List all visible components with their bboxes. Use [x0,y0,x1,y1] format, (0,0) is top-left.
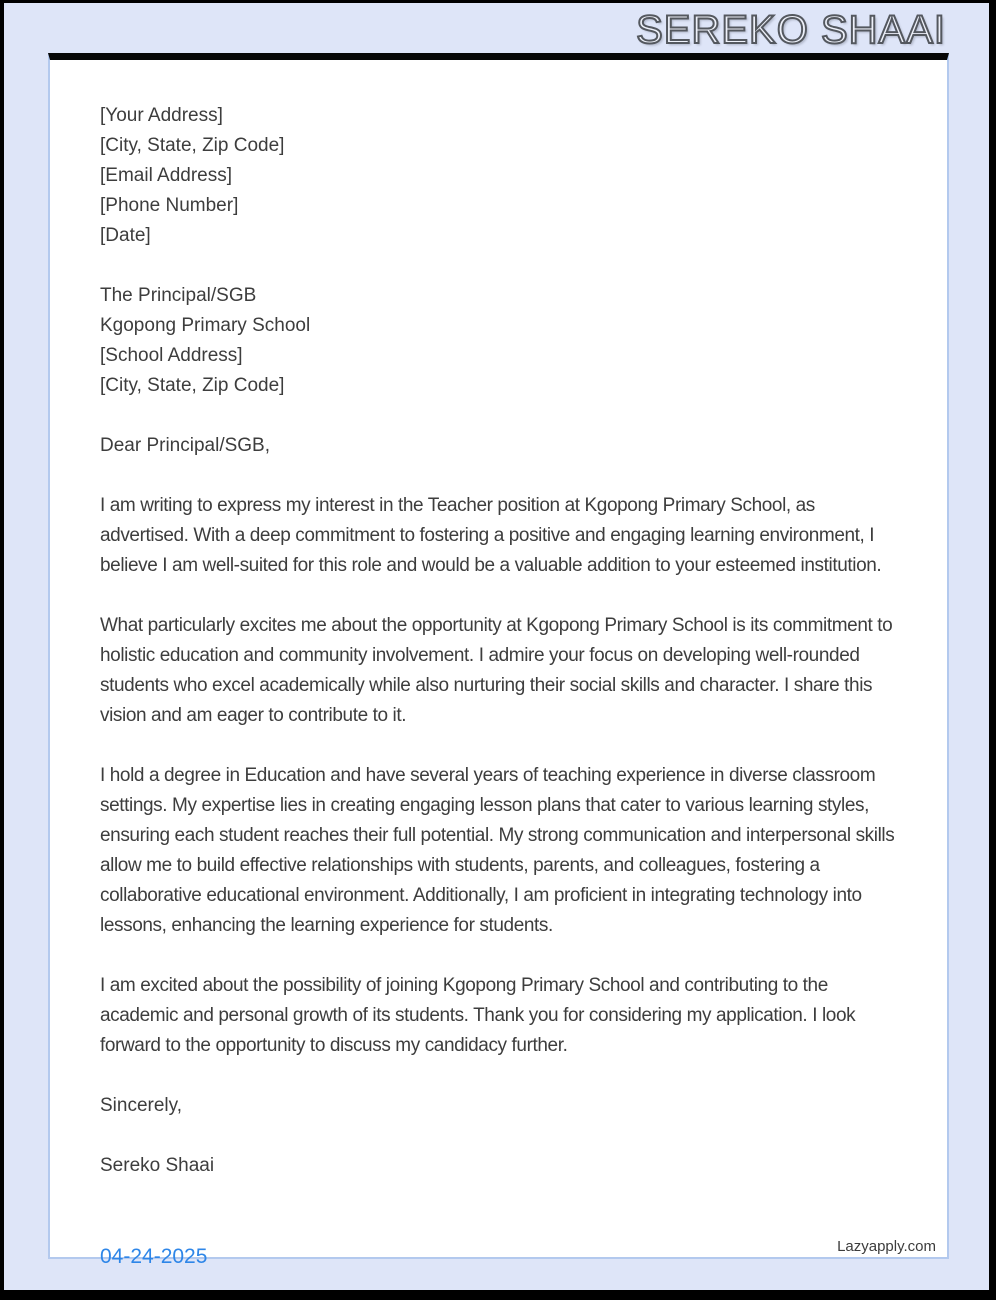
body-paragraph: I hold a degree in Education and have several years of teaching experience in diverse classroom settings. My expertise lies in creating engaging lesson plans that cater to various learning styles, ensuring each student reaches their full potential. My strong communication and interpersonal skills allow me to build effective relationships with students, parents, and colleagues, fostering a collaborative educational environment. Additionally, I am proficient in integrating technology into lessons, enhancing the learning experience for students. [100,765,895,936]
recipient-line: The Principal/SGB [100,285,257,306]
letter-date: 04-24-2025 [100,1245,208,1268]
sender-line: [Your Address] [100,105,223,126]
body-paragraph: I am excited about the possibility of joining Kgopong Primary School and contributing to the academic and personal growth of its students. Thank you for considering my application. I look forward to the opportunity to discuss my candidacy further. [100,975,856,1056]
sender-line: [Phone Number] [100,195,239,216]
recipient-line: [School Address] [100,345,243,366]
letter-page [48,53,949,1259]
sender-address-block [100,101,902,251]
closing: Sincerely, [100,1095,183,1116]
signature-name: Sereko Shaai [100,1155,215,1176]
body-paragraph: What particularly excites me about the opportunity at Kgopong Primary School is its commitment to holistic education and community involvement. I admire your focus on developing well-rounded students who excel academically while also nurturing their social skills and character. I share this vision and am eager to contribute to it. [100,615,893,726]
recipient-address-block [100,281,902,401]
recipient-line: Kgopong Primary School [100,315,311,336]
sender-line: [City, State, Zip Code] [100,135,285,156]
recipient-line: [City, State, Zip Code] [100,375,285,396]
sender-line: [Date] [100,225,151,246]
applicant-name-header: SEREKO SHAAI [636,8,946,52]
body-paragraph: I am writing to express my interest in the Teacher position at Kgopong Primary School, as advertised. With a deep commitment to fostering a positive and engaging learning environment, I believe I am well-suited for this role and would be a valuable addition to your esteemed institution. [100,495,882,576]
sender-line: [Email Address] [100,165,232,186]
salutation: Dear Principal/SGB, [100,435,271,456]
lazyapply-watermark: Lazyapply.com [837,1238,936,1255]
